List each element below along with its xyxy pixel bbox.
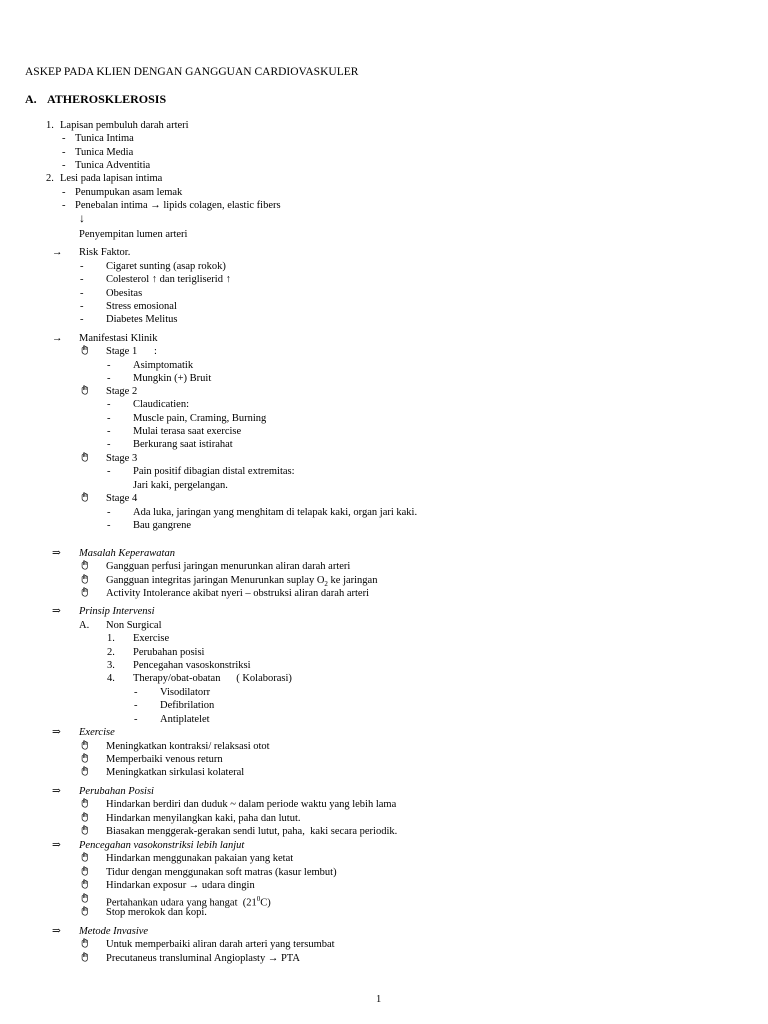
list-item: Therapy/obat-obatan ( Kolaborasi): [133, 673, 292, 684]
pointing-hand-icon: [80, 812, 90, 826]
dash-bullet: -: [80, 314, 84, 325]
dash-bullet: -: [62, 133, 66, 144]
subsection-heading: Exercise: [79, 727, 115, 738]
dash-bullet: -: [107, 439, 111, 450]
list-number: 2.: [107, 647, 115, 658]
list-heading: Lesi pada lapisan intima: [60, 173, 163, 184]
list-item: Hindarkan berdiri dan duduk ~ dalam periode waktu yang lebih lama: [106, 799, 397, 810]
pointing-hand-icon: [80, 345, 90, 359]
list-item: Pencegahan vasoskonstriksi: [133, 660, 251, 671]
down-arrow-icon: ↓: [79, 211, 85, 225]
list-item: Memperbaiki venous return: [106, 754, 223, 765]
list-item: Obesitas: [106, 288, 143, 299]
dash-bullet: -: [80, 301, 84, 312]
subsection-heading: Metode Invasive: [79, 926, 149, 937]
list-number: 3.: [107, 660, 115, 671]
list-item: Perubahan posisi: [133, 647, 205, 658]
list-item: Stop merokok dan kopi.: [106, 907, 207, 918]
list-item: Gangguan integritas jaringan Menurunkan suplay $O_2$ ke jaringan: [106, 575, 378, 589]
list-item: Asimptomatik: [133, 360, 194, 371]
dash-bullet: -: [80, 261, 84, 272]
list-item: Colesterol ↑ dan terigliserid ↑: [106, 274, 231, 285]
up-arrow-icon: ↑: [151, 274, 158, 285]
pointing-hand-icon: [80, 492, 90, 506]
subsection-heading: Pencegahan vasokonstriksi lebih lanjut: [79, 840, 245, 851]
pointing-hand-icon: [80, 766, 90, 780]
double-arrow-icon: ⇒: [52, 727, 61, 738]
pointing-hand-icon: [80, 906, 90, 920]
right-arrow-icon: →: [52, 247, 63, 258]
pointing-hand-icon: [80, 560, 90, 574]
pointing-hand-icon: [80, 587, 90, 601]
subsection-heading: Masalah Keperawatan: [79, 548, 175, 559]
list-item: Hindarkan menyilangkan kaki, paha dan lutut.: [106, 813, 301, 824]
double-arrow-icon: ⇒: [52, 840, 61, 851]
stage-label: Stage 1: [106, 346, 138, 357]
pointing-hand-icon: [80, 866, 90, 880]
list-item: Penumpukan asam lemak: [75, 187, 183, 198]
dash-bullet: -: [107, 360, 111, 371]
dash-bullet: -: [134, 714, 138, 725]
dash-bullet: -: [107, 399, 111, 410]
subsection-heading: Perubahan Posisi: [79, 786, 154, 797]
dash-bullet: -: [107, 507, 111, 518]
list-item: Ada luka, jaringan yang menghitam di telapak kaki, organ jari kaki.: [133, 507, 418, 518]
list-number: 1.: [46, 120, 54, 131]
dash-bullet: -: [134, 700, 138, 711]
list-item: Pain positif dibagian distal extremitas:: [133, 466, 295, 477]
list-item: Hindarkan menggunakan pakaian yang ketat: [106, 853, 294, 864]
group-label: Non Surgical: [106, 620, 162, 631]
list-item: Cigaret sunting (asap rokok): [106, 261, 226, 272]
list-item: Mungkin (+) Bruit: [133, 373, 212, 384]
list-number: 1.: [107, 633, 115, 644]
pointing-hand-icon: [80, 852, 90, 866]
dash-bullet: -: [62, 187, 66, 198]
section-heading: ATHEROSKLEROSIS: [47, 92, 167, 106]
document-title: ASKEP PADA KLIEN DENGAN GANGGUAN CARDIOVASKULER: [25, 66, 359, 78]
double-arrow-icon: ⇒: [52, 548, 61, 559]
list-item: Gangguan perfusi jaringan menurunkan aliran darah arteri: [106, 561, 351, 572]
dash-bullet: -: [62, 147, 66, 158]
list-item: Claudicatien:: [133, 399, 189, 410]
pointing-hand-icon: [80, 893, 90, 907]
group-letter: A.: [79, 620, 90, 631]
list-item: Pertahankan udara yang hangat $(21^0C)$: [106, 895, 271, 909]
list-item: Untuk memperbaiki aliran darah arteri yang tersumbat: [106, 939, 335, 950]
list-item: Tunica Intima: [75, 133, 134, 144]
dash-bullet: -: [107, 426, 111, 437]
list-number: 2.: [46, 173, 54, 184]
pointing-hand-icon: [80, 879, 90, 893]
pointing-hand-icon: [80, 938, 90, 952]
pointing-hand-icon: [80, 825, 90, 839]
dash-bullet: -: [107, 520, 111, 531]
list-item: Tidur dengan menggunakan soft matras (kasur lembut): [106, 867, 337, 878]
stage-label: Stage 2: [106, 386, 138, 397]
subsection-heading: Manifestasi Klinik: [79, 333, 158, 344]
list-item: Biasakan menggerak-gerakan sendi lutut, paha, kaki secara periodik.: [106, 826, 398, 837]
dash-bullet: -: [80, 288, 84, 299]
pointing-hand-icon: [80, 385, 90, 399]
section-letter: A.: [25, 92, 37, 106]
list-item: Bau gangrene: [133, 520, 192, 531]
list-item: Meningkatkan kontraksi/ relaksasi otot: [106, 741, 270, 752]
drug-item: Antiplatelet: [160, 714, 210, 725]
drug-item: Visodilatorr: [160, 687, 211, 698]
list-number: 4.: [107, 673, 115, 684]
list-item: Muscle pain, Craming, Burning: [133, 413, 267, 424]
list-item: Penebalan intima → lipids colagen, elastic fibers: [75, 200, 281, 211]
double-arrow-icon: ⇒: [52, 926, 61, 937]
up-arrow-icon: ↑: [225, 274, 231, 285]
list-item: Hindarkan exposur → udara dingin: [106, 880, 255, 891]
list-item: Tunica Media: [75, 147, 134, 158]
subsection-heading: Risk Faktor.: [79, 247, 131, 258]
drug-item: Defibrilation: [160, 700, 215, 711]
pointing-hand-icon: [80, 574, 90, 588]
page-number: 1: [376, 994, 382, 1005]
subsection-heading: Prinsip Intervensi: [79, 606, 155, 617]
list-item: Meningkatkan sirkulasi kolateral: [106, 767, 245, 778]
list-item-continuation: Jari kaki, pergelangan.: [133, 480, 228, 491]
list-item: Berkurang saat istirahat: [133, 439, 233, 450]
dash-bullet: -: [62, 160, 66, 171]
dash-bullet: -: [134, 687, 138, 698]
dash-bullet: -: [80, 274, 84, 285]
right-arrow-icon: →: [52, 333, 63, 344]
list-item: Mulai terasa saat exercise: [133, 426, 242, 437]
list-item: Precutaneus transluminal Angioplasty → PTA: [106, 953, 300, 964]
dash-bullet: -: [62, 200, 66, 211]
list-item: Activity Intolerance akibat nyeri – obstruksi aliran darah arteri: [106, 588, 369, 599]
pointing-hand-icon: [80, 753, 90, 767]
dash-bullet: -: [107, 466, 111, 477]
pointing-hand-icon: [80, 952, 90, 966]
list-item: Diabetes Melitus: [106, 314, 178, 325]
list-item: Exercise: [133, 633, 170, 644]
pointing-hand-icon: [80, 798, 90, 812]
list-item: Tunica Adventitia: [75, 160, 151, 171]
list-item: Penyempitan lumen arteri: [79, 229, 188, 240]
list-item: Stress emosional: [106, 301, 177, 312]
double-arrow-icon: ⇒: [52, 606, 61, 617]
pointing-hand-icon: [80, 452, 90, 466]
list-heading: Lapisan pembuluh darah arteri: [60, 120, 189, 131]
pointing-hand-icon: [80, 740, 90, 754]
stage-label: Stage 3: [106, 453, 138, 464]
stage-label: Stage 4: [106, 493, 138, 504]
stage-colon: :: [154, 346, 157, 357]
dash-bullet: -: [107, 413, 111, 424]
double-arrow-icon: ⇒: [52, 786, 61, 797]
dash-bullet: -: [107, 373, 111, 384]
